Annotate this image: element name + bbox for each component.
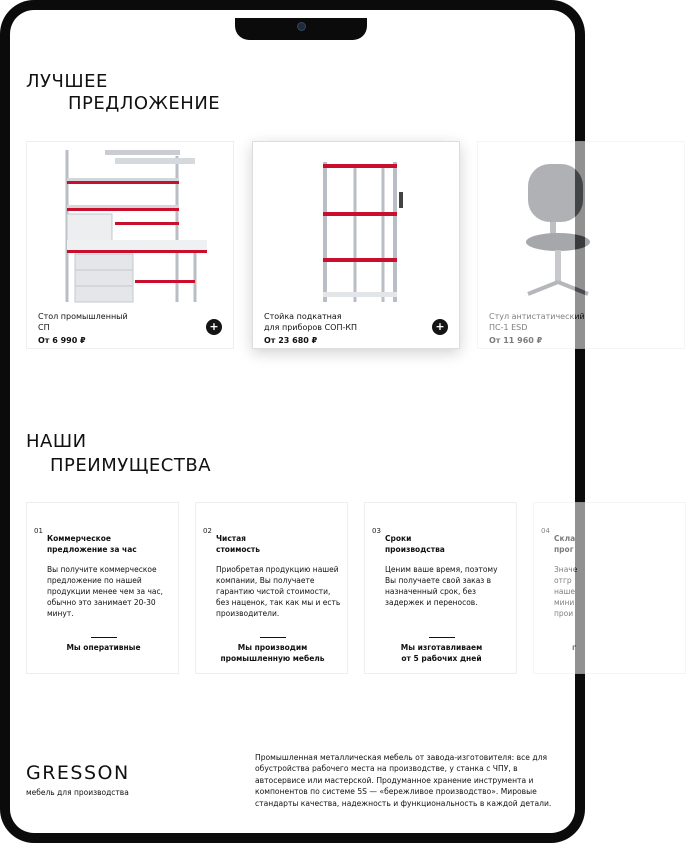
advantage-text: Вы получите коммерческое предложение по нашей продукции менее чем за час, обычно это занимает 20-30 минут. [47, 565, 164, 618]
product-image-table [27, 142, 235, 302]
advantages-title-line2: ПРЕИМУЩЕСТВА [50, 455, 212, 476]
advantage-number: 02 [203, 527, 212, 535]
advantage-text: Ценим ваше время, поэтому Вы получаете свой заказ в назначенный срок, без задержек и переносов. [385, 565, 498, 607]
brand-tagline: мебель для производства [26, 788, 129, 797]
advantage-footer: Мы производим промышленную мебель [220, 643, 325, 663]
advantage-number: 03 [372, 527, 381, 535]
advantage-footer: Мы изготавливаем от 5 рабочих дней [400, 643, 483, 663]
advantage-title: Скла прог [554, 534, 576, 554]
product-image-rack [253, 142, 461, 302]
product-card[interactable] [26, 141, 234, 349]
product-price: От 23 680 ₽ [264, 336, 318, 345]
advantage-number: 01 [34, 527, 43, 535]
brand-logo[interactable]: GRESSON [26, 762, 130, 784]
advantage-text: Значе отгр наше мини прои [554, 565, 578, 618]
divider [260, 637, 286, 638]
product-price: От 6 990 ₽ [38, 336, 86, 345]
camera-icon [297, 22, 306, 31]
advantage-title: Коммерческое предложение за час [47, 534, 137, 554]
add-to-cart-button[interactable]: + [206, 319, 222, 335]
advantage-card [364, 502, 517, 674]
advantage-title: Чистая стоимость [216, 534, 261, 554]
advantage-card [533, 502, 686, 674]
advantage-text: Приобретая продукцию нашей компании, Вы получаете гарантию чистой стоимости, без наценок, так как мы и есть производители. [216, 565, 341, 618]
advantage-title: Сроки производства [385, 534, 445, 554]
advantage-card [195, 502, 348, 674]
advantage-footer: г [572, 643, 576, 652]
product-name: Стойка подкатная для приборов СОП-КП [264, 312, 358, 332]
product-card[interactable] [477, 141, 685, 349]
offers-title-line2: ПРЕДЛОЖЕНИЕ [68, 93, 221, 114]
product-image-chair [478, 142, 686, 302]
product-name: Стол промышленный СП [38, 312, 128, 332]
advantage-card [26, 502, 179, 674]
company-description: Промышленная металлическая мебель от завода-изготовителя: все для обустройства рабочего места на производстве, у станка с ЧПУ, в автосервисе или мастерской. Продуманное хранение инструмента и компонентов по системе 5S — «бережливое производство». Мировые стандарты качества, надежность и функциональность в каждой детали. [255, 753, 552, 808]
advantage-number: 04 [541, 527, 550, 535]
advantages-title-line1: НАШИ [26, 431, 87, 452]
offers-title-line1: ЛУЧШЕЕ [26, 71, 108, 92]
product-price: От 11 960 ₽ [489, 336, 543, 345]
add-to-cart-button[interactable]: + [432, 319, 448, 335]
notch [235, 18, 367, 40]
product-name: Стул антистатический ПС-1 ESD [489, 312, 585, 332]
advantage-footer: Мы оперативные [66, 643, 141, 652]
screen [10, 10, 585, 833]
divider [91, 637, 117, 638]
product-card[interactable] [252, 141, 460, 349]
divider [429, 637, 455, 638]
